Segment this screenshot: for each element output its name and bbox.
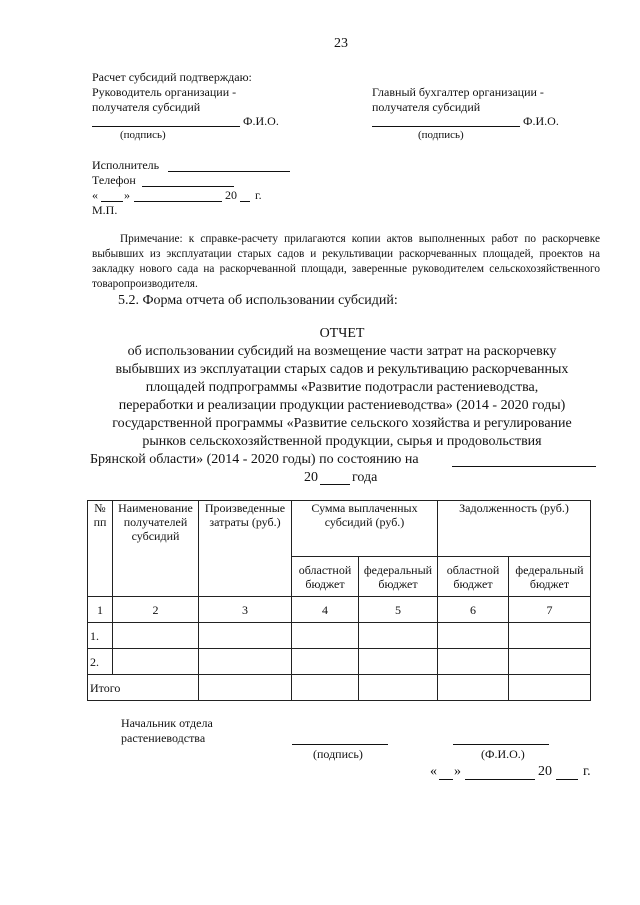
report-title-line6: рынков сельскохозяйственной продукции, сырья и продовольствия — [142, 434, 542, 449]
executor-line — [168, 171, 290, 172]
footer-fio-caption: (Ф.И.О.) — [481, 747, 525, 761]
report-title-line7: Брянской области» (2014 - 2020 годы) по состоянию на — [90, 452, 419, 467]
header-paid-federal: федеральный бюджет — [359, 557, 438, 597]
footer-signature-caption: (подпись) — [313, 747, 363, 761]
report-title-line4: переработки и реализации продукции растениеводства» (2014 - 2020 годы) — [118, 398, 566, 413]
row-number: 2. — [88, 649, 113, 675]
table-cell — [199, 649, 292, 675]
table-cell — [509, 649, 591, 675]
footer-date-year-line — [556, 779, 578, 780]
table-cell — [292, 675, 359, 701]
header-paid-regional: областной бюджет — [292, 557, 359, 597]
confirm-heading: Расчет субсидий подтверждаю: — [92, 70, 252, 84]
report-date-line — [452, 466, 596, 467]
left-role-line2: получателя субсидий — [92, 100, 201, 114]
footer-date-year: 20 — [538, 764, 552, 779]
note-paragraph: Примечание: к справке-расчету прилагаются копии актов выполненных работ по раскорчевке выбывших из эксплуатации старых садов и рекультивации раскорчеванных площадей, проектов на закладку нового сада на раскорчеванной площади, заверенные руководителем сельскохозяйственного товаропроизводителя. — [92, 233, 600, 290]
report-title-line5: государственной программы «Развитие сельского хозяйства и регулирование — [112, 416, 572, 431]
footer-fio-line — [453, 744, 549, 745]
table-cell — [438, 675, 509, 701]
executor-date-year: 20 — [225, 188, 237, 202]
report-year-line — [320, 484, 350, 485]
col-number-6: 6 — [438, 597, 509, 623]
footer-date-quote-close: » — [454, 764, 461, 779]
header-costs: Произведенные затраты (руб.) — [199, 501, 292, 597]
right-signature-caption: (подпись) — [418, 129, 464, 141]
footer-head-line2: растениеводства — [121, 731, 206, 745]
table-cell — [359, 623, 438, 649]
phone-line — [142, 186, 234, 187]
header-debt: Задолженность (руб.) — [438, 501, 591, 557]
right-role-line2: получателя субсидий — [372, 100, 481, 114]
page-number: 23 — [334, 36, 348, 51]
left-signature-line — [92, 126, 240, 127]
table-cell — [292, 649, 359, 675]
phone-label: Телефон — [92, 173, 136, 187]
footer-head-line1: Начальник отдела — [121, 716, 213, 730]
footer-signature-line — [292, 744, 388, 745]
report-title-line3: площадей подпрограммы «Развитие подотрасли растениеводства, — [145, 380, 539, 395]
table-cell — [113, 649, 199, 675]
table-cell — [113, 623, 199, 649]
footer-date-month-line — [465, 779, 535, 780]
col-number-3: 3 — [199, 597, 292, 623]
right-signature-line — [372, 126, 520, 127]
footer-date-quote-open: « — [430, 764, 437, 779]
col-number-1: 1 — [88, 597, 113, 623]
col-number-2: 2 — [113, 597, 199, 623]
report-heading: ОТЧЕТ — [319, 326, 365, 341]
left-signature-caption: (подпись) — [120, 129, 166, 141]
report-title-line2: выбывших из эксплуатации старых садов и рекультивацию раскорчеванных — [115, 362, 569, 377]
executor-date-year-line — [240, 201, 250, 202]
report-year: 20 — [304, 470, 318, 485]
footer-date-day-line — [439, 779, 453, 780]
table-cell — [438, 649, 509, 675]
total-label: Итого — [88, 675, 199, 701]
header-name: Наименование получателей субсидий — [113, 501, 199, 597]
table-row — [88, 623, 591, 649]
section-heading: 5.2. Форма отчета об использовании субсидий: — [118, 293, 398, 308]
table-cell — [199, 675, 292, 701]
executor-date-day-line — [101, 201, 123, 202]
executor-date-month-line — [134, 201, 222, 202]
total-row — [88, 675, 591, 701]
footer-date-suffix: г. — [583, 764, 591, 779]
table-cell — [359, 675, 438, 701]
col-number-7: 7 — [509, 597, 591, 623]
col-number-4: 4 — [292, 597, 359, 623]
right-fio: Ф.И.О. — [523, 114, 559, 128]
report-title-line1: об использовании субсидий на возмещение части затрат на раскорчевку — [127, 344, 557, 359]
table-cell — [509, 623, 591, 649]
table-cell — [359, 649, 438, 675]
executor-label: Исполнитель — [92, 158, 160, 172]
header-debt-federal: федеральный бюджет — [509, 557, 591, 597]
executor-date-suffix: г. — [255, 188, 262, 202]
right-role-line1: Главный бухгалтер организации - — [372, 85, 544, 99]
report-table — [87, 500, 591, 701]
left-fio: Ф.И.О. — [243, 114, 279, 128]
header-debt-regional: областной бюджет — [438, 557, 509, 597]
executor-date-quote-open: « — [92, 188, 98, 202]
header-num: № пп — [88, 501, 113, 597]
table-cell — [509, 675, 591, 701]
executor-date-quote-close: » — [124, 188, 130, 202]
report-year-suffix: года — [352, 470, 378, 485]
header-paid: Сумма выплаченных субсидий (руб.) — [292, 501, 438, 557]
stamp-label: М.П. — [92, 203, 118, 217]
row-number: 1. — [88, 623, 113, 649]
left-role-line1: Руководитель организации - — [92, 85, 237, 99]
table-row — [88, 649, 591, 675]
table-cell — [199, 623, 292, 649]
col-number-5: 5 — [359, 597, 438, 623]
table-cell — [292, 623, 359, 649]
table-cell — [438, 623, 509, 649]
